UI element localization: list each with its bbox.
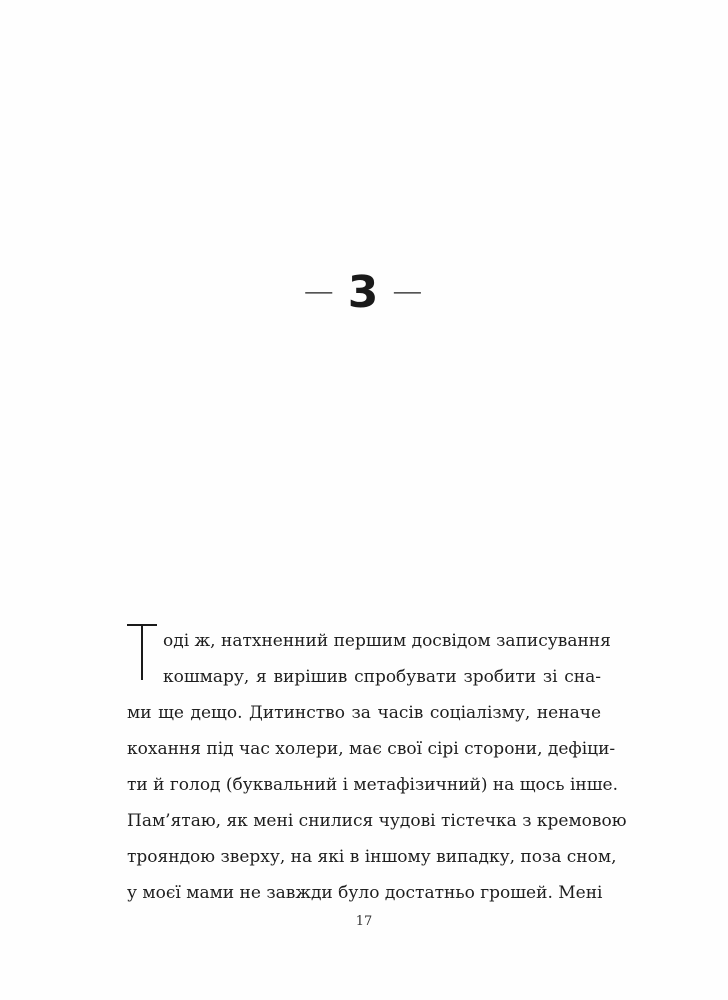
paragraph-line-5: ти й голод (буквальний і метафізичний) на щось інше. bbox=[127, 775, 618, 795]
chapter-dash-right: — bbox=[392, 274, 425, 309]
paragraph-line-3: ми ще дещо. Дитинство за часів соціалізму, неначе bbox=[127, 703, 601, 723]
paragraph-line-8: у моєї мами не завжди було достатньо грошей. Мені bbox=[127, 883, 603, 903]
chapter-dash-left: — bbox=[303, 274, 336, 309]
chapter-number: 3 bbox=[347, 267, 381, 318]
paragraph-line-2: кошмару, я вирішив спробувати зробити зі сна- bbox=[163, 667, 601, 687]
chapter-paragraph bbox=[127, 623, 627, 911]
chapter-heading bbox=[0, 262, 728, 322]
paragraph-line-7: трояндою зверху, на які в іншому випадку, поза сном, bbox=[127, 847, 617, 867]
page-number: 17 bbox=[355, 914, 373, 929]
paragraph-line-1: оді ж, натхненний першим досвідом записування bbox=[163, 631, 611, 651]
paragraph-line-6: Пам’ятаю, як мені снилися чудові тістечка з кремовою bbox=[127, 811, 627, 831]
paragraph-line-4: кохання під час холери, має свої сірі сторони, дефіци- bbox=[127, 739, 616, 759]
